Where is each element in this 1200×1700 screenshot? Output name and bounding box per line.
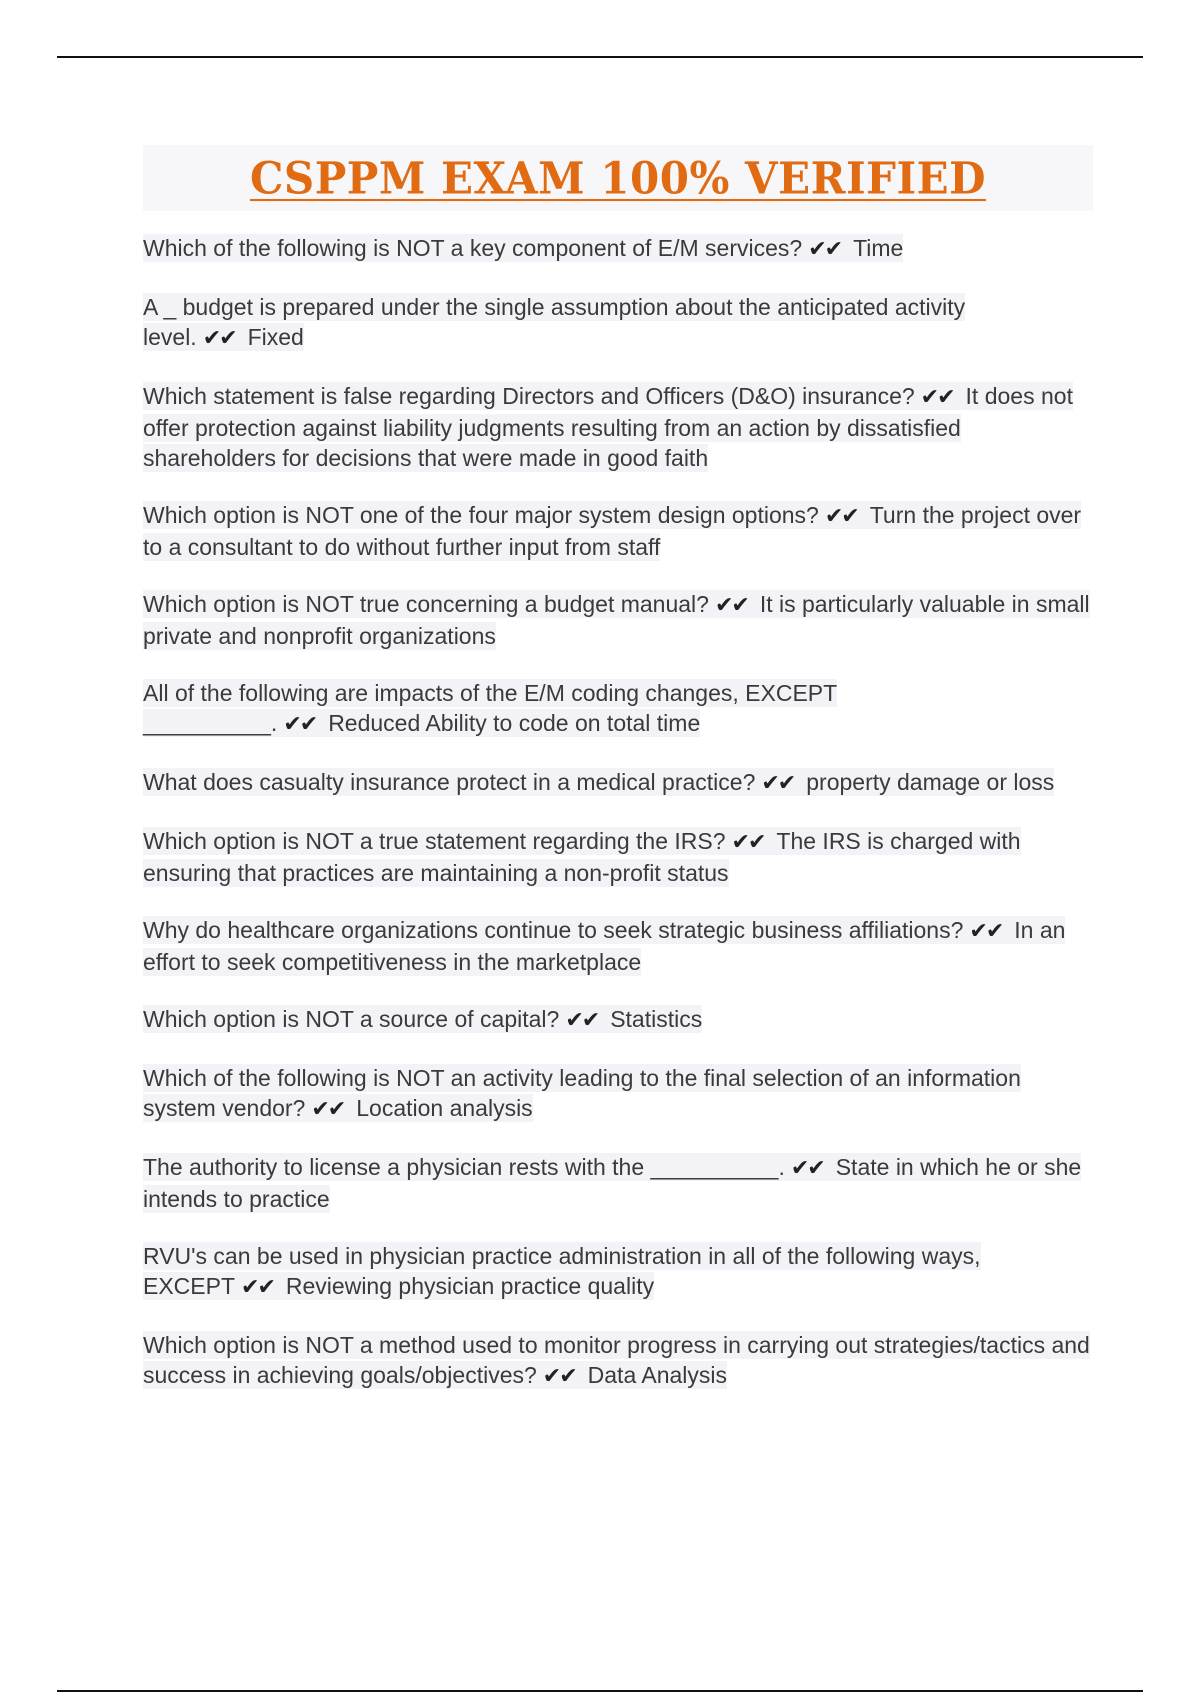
question-text: What does casualty insurance protect in a medical practice? bbox=[143, 769, 756, 795]
qa-item bbox=[143, 1152, 1093, 1214]
check-icon: ✔✔ bbox=[969, 919, 1003, 944]
question-text: All of the following are impacts of the E/M coding changes, EXCEPT __________. bbox=[143, 680, 837, 736]
question-text: Which option is NOT a true statement regarding the IRS? bbox=[143, 828, 726, 854]
qa-item bbox=[143, 1004, 1093, 1036]
qa-item bbox=[143, 233, 1093, 265]
answer-text: Statistics bbox=[610, 1006, 703, 1032]
document-title: CSPPM EXAM 100% VERIFIED bbox=[249, 152, 987, 204]
answer-text: In an effort to seek competitiveness in the marketplace bbox=[143, 917, 1066, 975]
qa-item bbox=[143, 826, 1093, 888]
answer-text: It does not offer protection against liability judgments resulting from an action by dissatisfied shareholders for decisions that were made in good faith bbox=[143, 383, 1073, 471]
check-icon: ✔✔ bbox=[202, 326, 236, 351]
question-text: Which of the following is NOT an activity leading to the final selection of an information system vendor? bbox=[143, 1065, 1021, 1121]
qa-item bbox=[143, 767, 1093, 799]
check-icon: ✔✔ bbox=[565, 1008, 599, 1033]
question-text: Which option is NOT true concerning a budget manual? bbox=[143, 591, 709, 617]
check-icon: ✔✔ bbox=[241, 1275, 274, 1300]
footer-rule bbox=[57, 1690, 1143, 1692]
title-band bbox=[143, 145, 1093, 211]
qa-item bbox=[143, 292, 1093, 354]
answer-text: Time bbox=[853, 235, 904, 261]
qa-item bbox=[143, 1241, 1093, 1303]
answer-text: The IRS is charged with ensuring that practices are maintaining a non-profit status bbox=[143, 828, 1021, 886]
qa-item bbox=[143, 1063, 1093, 1125]
answer-text: property damage or loss bbox=[806, 769, 1055, 795]
question-text: A _ budget is prepared under the single assumption about the anticipated activity level. bbox=[143, 294, 966, 350]
answer-text: It is particularly valuable in small private and nonprofit organizations bbox=[143, 591, 1090, 649]
check-icon: ✔✔ bbox=[824, 504, 858, 529]
question-text: Which option is NOT a method used to monitor progress in carrying out strategies/tactics and success in achieving goals/objectives? bbox=[143, 1332, 1090, 1388]
answer-text: State in which he or she intends to practice bbox=[143, 1154, 1082, 1212]
question-text: The authority to license a physician rests with the __________. bbox=[143, 1154, 785, 1180]
check-icon: ✔✔ bbox=[714, 593, 748, 618]
check-icon: ✔✔ bbox=[790, 1156, 824, 1181]
qa-item bbox=[143, 381, 1093, 473]
check-icon: ✔✔ bbox=[311, 1097, 345, 1122]
check-icon: ✔✔ bbox=[808, 237, 842, 262]
qa-item bbox=[143, 500, 1093, 562]
answer-text: Location analysis bbox=[356, 1095, 533, 1121]
answer-text: Turn the project over to a consultant to do without further input from staff bbox=[143, 502, 1082, 560]
check-icon: ✔✔ bbox=[542, 1364, 576, 1389]
qa-item bbox=[143, 1330, 1093, 1392]
question-text: Which of the following is NOT a key component of E/M services? bbox=[143, 235, 803, 261]
question-text: Which statement is false regarding Directors and Officers (D&O) insurance? bbox=[143, 383, 915, 409]
qa-item bbox=[143, 678, 1093, 740]
check-icon: ✔✔ bbox=[920, 385, 954, 410]
question-text: Which option is NOT one of the four major system design options? bbox=[143, 502, 819, 528]
document-body bbox=[143, 145, 1093, 1419]
qa-list bbox=[143, 233, 1093, 1392]
question-text: Which option is NOT a source of capital? bbox=[143, 1006, 560, 1032]
qa-item bbox=[143, 915, 1093, 977]
qa-item bbox=[143, 589, 1093, 651]
answer-text: Reduced Ability to code on total time bbox=[328, 710, 701, 736]
check-icon: ✔✔ bbox=[283, 712, 317, 737]
question-text: Why do healthcare organizations continue to seek strategic business affiliations? bbox=[143, 917, 964, 943]
check-icon: ✔✔ bbox=[731, 830, 765, 855]
answer-text: Reviewing physician practice quality bbox=[285, 1273, 655, 1299]
check-icon: ✔✔ bbox=[761, 771, 795, 796]
header-rule bbox=[57, 56, 1143, 58]
question-text: RVU's can be used in physician practice administration in all of the following ways, EXCEPT bbox=[143, 1243, 981, 1299]
answer-text: Fixed bbox=[247, 324, 304, 350]
answer-text: Data Analysis bbox=[587, 1362, 728, 1388]
